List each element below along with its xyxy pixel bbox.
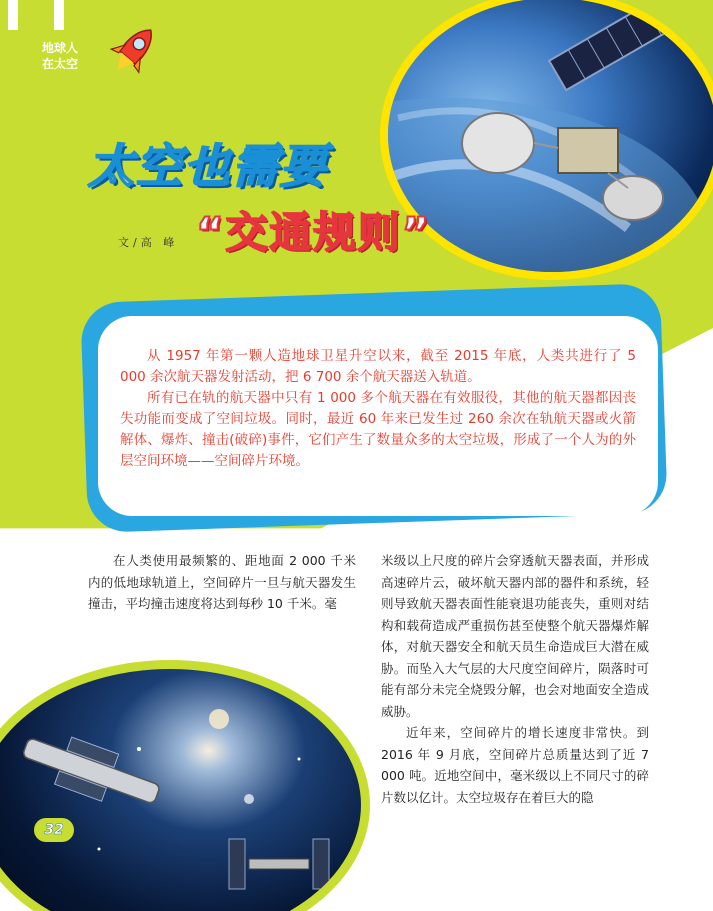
rocket-icon: [104, 22, 164, 78]
intro-bubble: [98, 316, 658, 516]
tag-bar: [8, 0, 18, 30]
body-column-right: [381, 550, 649, 808]
satellite-illustration: [388, 0, 713, 280]
body-paragraph: 近年来，空间碎片的增长速度非常快。到 2016 年 9 月底，空间碎片总质量达到了近 7 000 吨。近地空间中，毫米级以上不同尺寸的碎片数以亿计。太空垃圾存在着巨大的隐: [381, 725, 649, 805]
intro-paragraph: 从 1957 年第一颗人造地球卫星升空以来，截至 2015 年底，人类共进行了 5 000 余次航天器发射活动，把 6 700 余个航天器送入轨道。: [120, 348, 636, 385]
section-label: [42, 40, 78, 72]
section-label-line1: 地球人: [42, 41, 79, 55]
intro-paragraph: 所有已在轨的航天器中只有 1 000 多个航天器在有效服役，其他的航天器都因丧失功能而变成了空间垃圾。同时，最近 60 年来已发生过 260 余次在轨航天器或火箭解体、爆炸、撞击(破碎)事件，它们产生了数量众多的太空垃圾，形成了一个人为的外层空间环境——空间碎片环境。: [120, 390, 636, 469]
space-station-photo: [0, 660, 370, 911]
body-paragraph: 米级以上尺度的碎片会穿透航天器表面，并形成高速碎片云，破坏航天器内部的器件和系统，轻则导致航天器表面性能衰退功能丧失，重则对结构和载荷造成严重损伤甚至使整个航天器爆炸解体，对航天器安全和航天员生命造成巨大潜在威胁。而坠入大气层的大尺度空间碎片，陨落时可能有部分未完全烧毁分解，也会对地面安全造成威胁。: [381, 553, 649, 719]
byline: 文/高 峰: [118, 236, 179, 249]
body-paragraph: 在人类使用最频繁的、距地面 2 000 千米内的低地球轨道上，空间碎片一旦与航天器发生撞击，平均撞击速度将达到每秒 10 千米。毫: [88, 553, 356, 611]
page-number: 32: [34, 818, 74, 842]
body-column-left: [88, 550, 356, 615]
tag-bar: [54, 0, 64, 30]
title-line1: 太空也需要: [88, 139, 328, 193]
section-label-line2: 在太空: [42, 57, 79, 71]
title-line2: “交通规则”: [196, 208, 432, 257]
space-station-illustration: [0, 669, 370, 911]
